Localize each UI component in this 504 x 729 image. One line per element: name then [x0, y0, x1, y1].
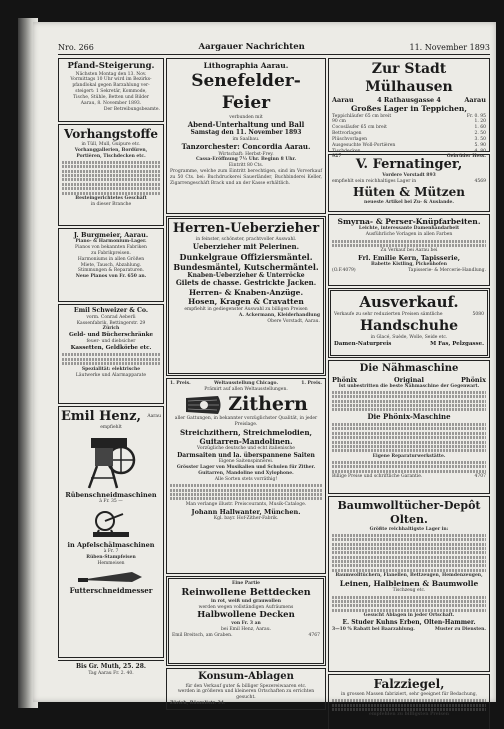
ad-subtitle: Großes Lager in Teppichen,: [351, 104, 467, 114]
ad-smyrna-perser: [328, 214, 490, 286]
ad-product: in Apfelschälmaschinen: [67, 541, 155, 550]
ad-line: Portièren, Tischdecken etc.: [76, 153, 146, 159]
ad-herren-ueberzieher: [166, 216, 326, 376]
price-row: Ausgesuchte Woll-Portièren 5. 90: [332, 142, 486, 148]
ad-number: 5080: [472, 311, 484, 317]
ad-line: empfiehlt in gediegenster Auswahl zu billigen Preisen: [184, 306, 308, 312]
ad-line: Wirtschaft: Herbst-Frey.: [218, 151, 274, 157]
ad-number: 4767: [308, 632, 320, 638]
ad-line: Guitarren, Mandoline und Xylophone.: [198, 471, 294, 477]
ad-line: Streichzithern, Streichmelodien,: [179, 428, 313, 438]
ad-burgmeier: [58, 228, 164, 302]
ad-line: Emil Breitsch, am Graben.: [172, 632, 233, 638]
ad-line: Aarau: [464, 96, 486, 104]
ad-title: Reinwollene Bettdecken: [181, 586, 311, 598]
ad-line: Harmoniums in allen Größen: [77, 256, 145, 262]
ad-title: Baumwolltücher-Depôt Olten.: [337, 499, 481, 526]
prize-text: Weltausstellung Chicago.: [213, 381, 279, 386]
ad-line: für den Verkauf guter & billiger Spezereiwaaren etc.: [185, 683, 307, 689]
ad-title: Ausverkauf.: [359, 293, 459, 311]
ad-line: Gesucht Ablagen in jeder Ortschaft.: [363, 613, 455, 619]
ad-line: Neue Pianos von Fr. 650 an.: [75, 274, 147, 280]
ad-title: J. Burgmeier, Aarau.: [73, 231, 149, 239]
ad-line: Programme, welche zum Eintritt berechtigen, sind im Vorverkauf zu 50 Cts. bei: Buchdruckerei Sauerländer, Buchbinderei Keller, Zigarrengeschäft Brack und an der Kasse erhältlich.: [170, 169, 322, 186]
ad-emil-schweizer: [58, 304, 164, 404]
ad-product: Rübenschneidmaschinen: [65, 491, 157, 500]
ad-line: feuer- und diebsicher: [86, 339, 136, 345]
ad-line: Phönix: [332, 375, 358, 384]
ad-line: Obere Vorstadt, Aarau.: [267, 318, 320, 324]
ad-line: im Saalbau.: [232, 136, 260, 142]
ad-line: empfiehlt sein reichhaltiges Lager in: [332, 179, 417, 185]
ad-line: Zu Verkauf bei Aarau bei: [380, 248, 438, 254]
prize-label: 1. Preis.: [170, 381, 191, 386]
ad-price: à Fr. 35 —: [99, 499, 123, 505]
ad-vorhangstoffe: [58, 124, 164, 226]
ad-product: Handschuhe: [359, 317, 459, 334]
ad-line: Bundesmäntel, Kutschermäntel.: [173, 261, 319, 272]
ad-line: Eigene Reparaturwerkstätte.: [372, 453, 446, 459]
ad-line: Johann Hallwanter, München.: [191, 507, 301, 516]
zither-illustration: [184, 394, 224, 416]
ad-line: Billige Preise und schriftliche Garantie.: [332, 474, 423, 480]
ad-line: Halbwollene Decken: [197, 610, 295, 621]
ad-signature: Gebrüder Hess.: [446, 154, 486, 160]
ad-line: M Fas, Pelzgasse.: [430, 340, 484, 347]
ad-line: Tanzorchester: Concordia Aarau.: [181, 141, 311, 151]
ad-line: Besteingerichtetes Geschäft: [75, 196, 147, 202]
cutter-blade-illustration: [76, 568, 146, 586]
ad-line: Damen-Naturpreis: [334, 340, 392, 347]
ad-konsum-ablagen: [166, 668, 326, 710]
ad-title: Herren-Ueberzieher: [172, 221, 320, 236]
ad-line: Dunkelgraue Offiziersmäntel.: [179, 251, 313, 262]
ad-line: in dieser Branche: [90, 201, 132, 207]
ad-line: Gilets de chasse. Gestrickte Jacken.: [175, 278, 317, 288]
ad-line: Die Phönix-Maschine: [367, 411, 451, 421]
issue-date: 11. November 1893: [409, 42, 490, 52]
ad-title: V. Fernatinger,: [355, 157, 463, 172]
ad-line: zu Fabrikpreisen.: [91, 250, 131, 256]
ad-line: Alle Sorten stets vorräthig!: [214, 477, 278, 482]
ad-line: Vordere Vorstadt 893: [382, 173, 436, 179]
ad-title: Emil Henz,: [61, 409, 141, 424]
ad-number: 927: [332, 154, 342, 160]
ad-line: Pianos von bekannten Fabriken: [75, 244, 147, 250]
ad-senefelder-feier: [166, 58, 326, 214]
price-row: 90 cm 1. 20: [332, 119, 486, 125]
ad-line: Rüben-Stampfeisen: [86, 555, 136, 561]
ad-falzziegel: [328, 674, 490, 729]
ad-line: Bis Gr. Muth, 25. 28.: [75, 663, 146, 670]
ad-line: Baumwolltüchern, Flanellen, Bettzeugen, Hemdenzeugen,: [335, 573, 483, 579]
ad-title: Zur Stadt Mülhausen: [365, 61, 453, 95]
ad-fernatinger: [328, 154, 490, 212]
ad-line: Guitarren-Mandolinen.: [199, 437, 293, 447]
ad-line: Zürich: [102, 326, 120, 332]
ad-line: Original: [394, 375, 424, 384]
ad-line: Tapisserie- & Mercerie-Handlung.: [408, 268, 486, 274]
ad-line: Ausführliche Vorlagen in allen Farben: [365, 232, 453, 238]
ad-title: Vorhangstoffe: [64, 127, 158, 141]
ad-line: bei Emil Henz, Aarau.: [220, 626, 272, 632]
ad-line: Abend-Unterhaltung und Ball: [187, 119, 305, 129]
price-row: Plüschvorlagen 3. 50: [332, 136, 486, 142]
ad-line: Hemmeisen: [97, 560, 125, 566]
ad-foot-note: [58, 660, 164, 693]
ad-line: Tischzeug etc.: [392, 588, 426, 594]
ad-title: Pfand-Steigerung.: [67, 61, 155, 71]
ad-line: 4 Rathausgasse 4: [377, 96, 441, 104]
ad-line: Vormittags 10 Uhr wird im Bezirks-: [70, 77, 152, 83]
ad-line: 3—10 % Rabatt bei Baarzahlung.: [332, 626, 415, 632]
ad-line: Herren- & Knaben-Anzüge.: [188, 288, 304, 298]
ad-line: werden wegen vollständigen Aufräumens: [198, 604, 294, 610]
ad-line: Darmsaiten und la. überspannene Saiten: [177, 451, 315, 459]
ad-ausverkauf: [328, 288, 490, 358]
ad-line: Kassenfabrik, Bettingerstr. 29: [76, 320, 146, 326]
ad-subtitle: empfiehlt: [100, 425, 122, 431]
ad-line: Spezialität: elektrische: [81, 366, 141, 372]
ad-line: Aarau: [332, 96, 354, 104]
ad-line: in Glacé, Suède, Wolle, Seide etc.: [370, 335, 448, 341]
ad-line: pfandlokal gegen Barzahlung ver-: [72, 83, 150, 89]
ad-title: Emil Schweizer & Co.: [73, 307, 149, 314]
ad-line: Der Betreibungsbeamte.: [103, 106, 160, 112]
ad-line: Aarau, 8. November 1893.: [80, 100, 142, 106]
ad-title: Zithern: [228, 392, 308, 415]
ad-line: Verkaufe zu sehr reduzierten Preisen sämtliche: [334, 311, 443, 317]
ad-line: Tag Aarau Fr. 2. 40.: [88, 670, 134, 676]
ad-product: Hüten & Mützen: [353, 184, 465, 199]
ad-line: Miete, Tausch, Abzahlung.: [80, 262, 142, 268]
ad-title: Falzziegel,: [373, 677, 445, 691]
ad-line: Samstag den 11. November 1893: [190, 129, 302, 137]
ad-pfand-steigerung: [58, 58, 164, 122]
ad-line: Leinen, Halbleinen & Baumwolle: [339, 579, 479, 589]
ad-emil-henz: [58, 406, 164, 658]
ad-line: Nächsten Montag den 13. Nov.: [75, 71, 147, 77]
ad-line: Läutwerke und Alarmapparate: [75, 372, 147, 378]
ad-line: Tische, Stühle, Betten und Bilder: [73, 95, 149, 100]
ad-line: Kgl. bayr. Hof-Zither-Fabrik.: [213, 515, 279, 521]
root-cutter-machine-illustration: [81, 432, 141, 490]
ad-place: Aarau: [147, 414, 161, 420]
ad-line: empfehlen zu billigsten Preisen: [368, 712, 450, 718]
ad-line: Stimmungen & Reparaturen.: [77, 268, 145, 274]
ad-line: in feinster, schönster, prachtvoller Auswahl.: [195, 237, 297, 243]
ad-subtitle: Piano- & Harmonium-Lager.: [75, 239, 147, 245]
ad-title: Senefelder-Feier: [191, 71, 301, 113]
ad-title: Smyrna- & Perser-Knüpfarbeiten.: [337, 217, 481, 226]
ad-line: Eintritt 80 Cts.: [228, 163, 264, 169]
price-row: Cocosläufer 65 cm breit 1. 60: [332, 125, 486, 131]
ad-line: Vorhanggallerien, Bordüren,: [74, 147, 148, 153]
ad-line: Eigene Saitenspinnerei.: [218, 459, 274, 465]
page-header: [58, 40, 490, 55]
ad-zur-stadt-muelhausen: [328, 58, 490, 160]
ad-baumwolltuecher-depot: [328, 496, 490, 672]
ad-line: Cassa-Eröffnung 7½ Uhr. Beginn 8 Uhr.: [195, 157, 297, 163]
ad-line: Geld- und Bücherschränke: [68, 332, 154, 339]
ad-line: werden in größeren und kleineren Ortschaften zu errichten gesucht.: [177, 689, 315, 701]
ad-line: Prämirt auf allen Weltausstellungen.: [204, 386, 288, 392]
ad-line: Hosen, Kragen & Cravatten: [188, 297, 304, 307]
ad-number: 4707: [474, 474, 486, 480]
ad-line: Ueberzieher mit Pelerinen.: [192, 242, 300, 252]
apple-peeler-illustration: [89, 506, 133, 540]
ad-line: neueste Artikel bei Zu- & Auslande.: [364, 199, 454, 205]
ad-line: aller Gattungen, in bekannter vorzüglichster Qualität, in jeder Preislage.: [174, 416, 318, 428]
ad-line: Kassetten, Geldkörbe etc.: [70, 345, 152, 352]
ad-title: Die Nähmaschine: [359, 363, 459, 374]
ad-line: Phönix: [460, 375, 486, 384]
ad-line: Man verlange illustr. Preiscourants, Musik-Cataloge.: [185, 501, 307, 507]
ad-line: in Tüll, Mull, Guipure etc.: [81, 142, 141, 147]
ad-line: vorm. Conrad Aeberli: [86, 314, 136, 320]
ad-title: Konsum-Ablagen: [198, 671, 294, 682]
column-right: [328, 58, 490, 718]
ad-heading: Lithographia Aarau.: [203, 61, 289, 70]
ad-line: Zürich, Bäumlistr. 34.: [170, 701, 226, 707]
price-row: Bettvorlagen 2. 50: [332, 131, 486, 137]
ad-line: in grossen Massen fabriziert, sehr geeignet für Bedachung,: [340, 692, 478, 697]
ad-line: Ist unbestritten die beste Nähmaschine der Gegenwart.: [338, 383, 480, 389]
column-left: [58, 58, 164, 682]
column-middle: [166, 58, 326, 707]
ad-line: verbunden mit: [229, 114, 263, 120]
issue-number: Nro. 266: [58, 42, 94, 52]
newspaper-title: Aargauer Nachrichten: [198, 42, 305, 52]
ad-zithern: [166, 378, 326, 574]
ad-line: Frl. Emilie Kern, Tapisserie,: [357, 254, 461, 263]
ad-line: steigert: 1 Sekretär, Kommode,: [75, 89, 147, 95]
ad-product: Futterschneidmesser: [69, 585, 153, 595]
ad-number: (O.F.4079): [332, 268, 356, 274]
ad-line: Knaben-Ueberzieher & Unterröcke: [187, 271, 305, 279]
ad-line: Leichte, interessante Damenhandarbeit: [358, 226, 460, 232]
ad-line: Größte reichhaltigste Lager in:: [369, 526, 449, 532]
ad-line: in rot, weiß und grauwollen: [211, 598, 281, 604]
ad-line: Babette Kistling, Pickenhofen: [371, 262, 447, 268]
ad-line: Eine Partie: [231, 581, 261, 586]
ad-line: Grösster Lager von Musikalien und Schulen für Zither.: [176, 465, 316, 471]
ad-naehmaschine-phoenix: [328, 360, 490, 494]
ad-line: Muster zu Diensten.: [434, 626, 486, 632]
ad-reinwollene-bettdecken: [166, 576, 326, 666]
ad-number: 4569: [474, 179, 486, 185]
ad-line: von Fr. 3 an: [231, 621, 261, 627]
ad-line: A. Ackermann, Kleiderhandlung: [238, 312, 320, 318]
ad-line: Vorzügliche deutsche und echt italienische: [197, 446, 295, 452]
price-row: Teppichläufer 65 cm breit Fr. 0. 95: [332, 113, 486, 119]
ad-line: E. Studer Kuhns Erben, Olten-Hammer.: [342, 619, 476, 627]
ad-price: à Fr. 7: [103, 549, 119, 555]
price-row: Tischdecken 4. 80: [332, 148, 486, 154]
prize-label: 1. Preis.: [301, 381, 322, 386]
